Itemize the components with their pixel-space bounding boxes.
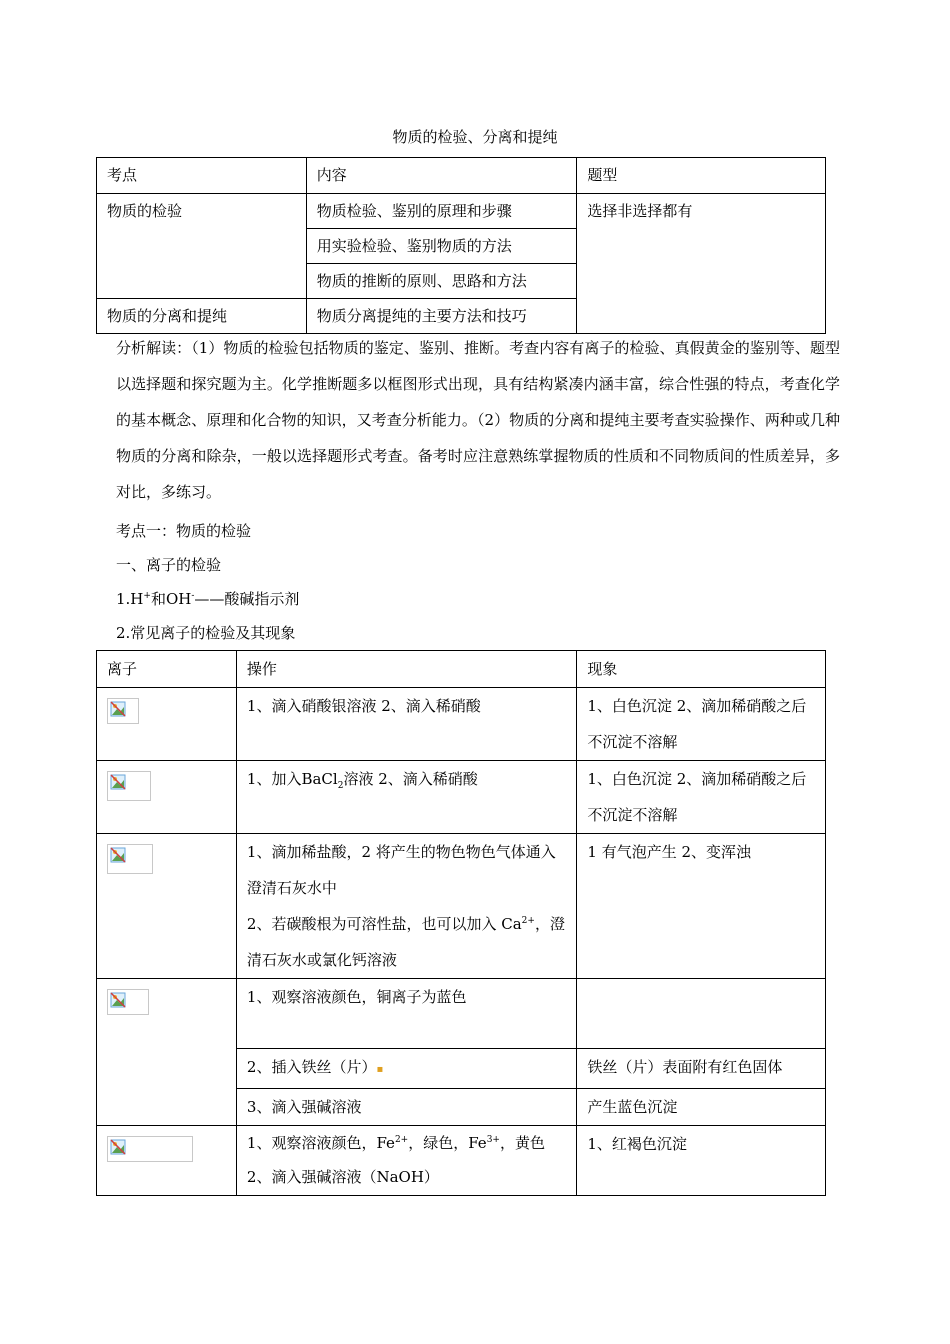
header-operation: 操作 (236, 651, 576, 688)
ion-table (96, 650, 826, 1196)
operation-cell: 1、加入BaCl$_2$溶液 2、滴入稀硝酸 (236, 761, 576, 834)
point-separation: 物质的分离和提纯 (97, 299, 307, 334)
phenomenon-cell: 1、红褐色沉淀 (577, 1126, 826, 1196)
content-cell: 物质检验、鉴别的原理和步骤 (306, 194, 577, 229)
broken-image-icon (107, 771, 151, 801)
phenomenon-cell: 1、白色沉淀 2、滴加稀硝酸之后不沉淀不溶解 (577, 761, 826, 834)
ion-cell (97, 688, 237, 761)
subsection-heading: 一、离子的检验 (116, 556, 222, 574)
content-cell: 物质分离提纯的主要方法和技巧 (306, 299, 577, 334)
content-cell: 物质的推断的原则、思路和方法 (306, 264, 577, 299)
phenomenon-cell: 产生蓝色沉淀 (577, 1089, 826, 1126)
analysis-paragraph: 分析解读：（1）物质的检验包括物质的鉴定、鉴别、推断。考查内容有离子的检验、真假黄金的鉴别等、题型以选择题和探究题为主。化学推断题多以框图形式出现，具有结构紧凑内涵丰富，综合性强的特点，考查化学的基本概念、原理和化合物的知识，又考查分析能力。（2）物质的分离和提纯主要考查实验操作、两种或几种物质的分离和除杂，一般以选择题形式考查。备考时应注意熟练掌握物质的性质和不同物质间的性质差异，多对比，多练习。 (116, 339, 840, 501)
page-title: 物质的检验、分离和提纯 (392, 128, 558, 146)
operation-cell: 1、观察溶液颜色，$Fe^{2+}$，绿色，$Fe^{3+}$，黄色 2、滴入强碱溶液（NaOH） (236, 1126, 576, 1196)
operation-cell: 1、滴入硝酸银溶液 2、滴入稀硝酸 (236, 688, 576, 761)
header-type: 题型 (577, 158, 826, 194)
broken-image-icon (107, 989, 149, 1015)
header-phenomenon: 现象 (577, 651, 826, 688)
phenomenon-cell: 铁丝（片）表面附有红色固体 (577, 1049, 826, 1089)
point-detection: 物质的检验 (97, 194, 307, 299)
phenomenon-cell: 1、白色沉淀 2、滴加稀硝酸之后不沉淀不溶解 (577, 688, 826, 761)
broken-image-icon (107, 698, 139, 724)
operation-cell: 3、滴入强碱溶液 (236, 1089, 576, 1126)
header-ion: 离子 (97, 651, 237, 688)
ion-cell (97, 1126, 237, 1196)
header-point: 考点 (97, 158, 307, 194)
list-item: 2.常见离子的检验及其现象 (116, 624, 296, 642)
overview-table (96, 157, 826, 334)
phenomenon-cell: 1 有气泡产生 2、变浑浊 (577, 834, 826, 979)
operation-cell: 2、插入铁丝（片）▪ (236, 1049, 576, 1089)
section-heading: 考点一：物质的检验 (116, 522, 252, 540)
type-cell: 选择非选择都有 (577, 194, 826, 334)
list-item: 1.H+和OH-——酸碱指示剂 (116, 590, 300, 608)
ion-cell (97, 979, 237, 1126)
phenomenon-cell (577, 979, 826, 1049)
ion-cell (97, 834, 237, 979)
ion-cell (97, 761, 237, 834)
operation-cell: 1、观察溶液颜色，铜离子为蓝色 (236, 979, 576, 1049)
broken-image-icon (107, 1136, 193, 1162)
header-content: 内容 (306, 158, 577, 194)
operation-cell: 1、滴加稀盐酸，2 将产生的物色物色气体通入澄清石灰水中 2、若碳酸根为可溶性盐，也可以加入 $Ca^{2+}$，澄清石灰水或氯化钙溶液 (236, 834, 576, 979)
content-cell: 用实验检验、鉴别物质的方法 (306, 229, 577, 264)
broken-image-icon (107, 844, 153, 874)
